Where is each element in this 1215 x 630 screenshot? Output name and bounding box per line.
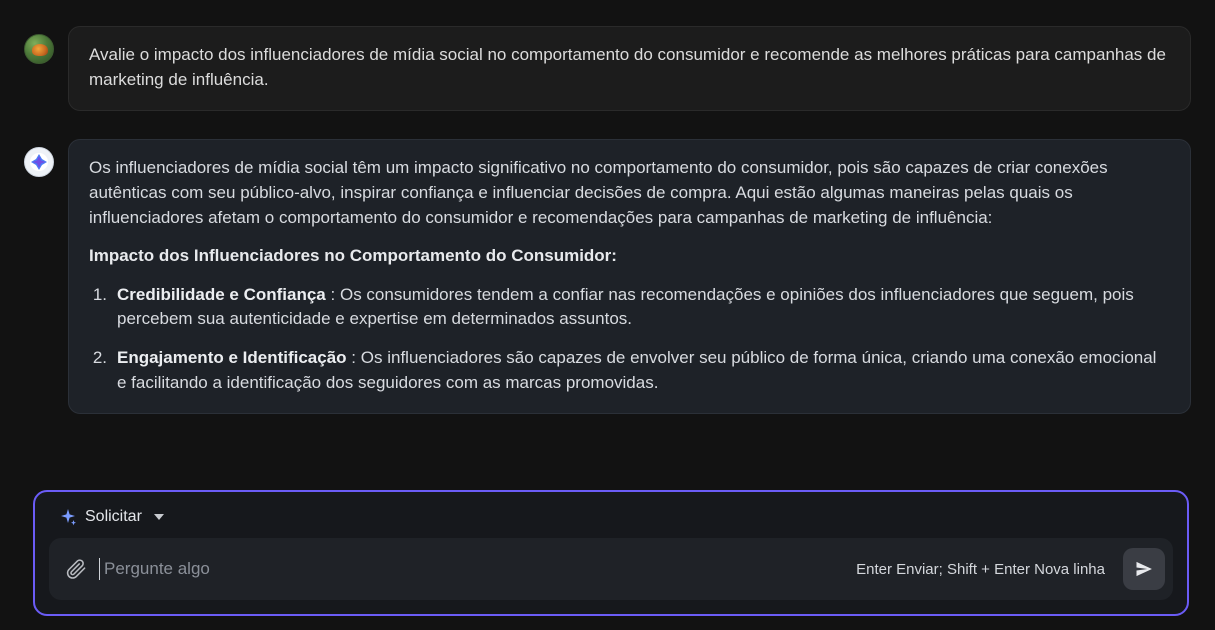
list-item-separator: : <box>351 348 357 368</box>
composer-mode-selector[interactable] <box>49 504 1173 538</box>
assistant-message-bubble <box>68 139 1191 414</box>
sparkle-icon <box>59 508 77 526</box>
user-message-bubble <box>68 26 1191 111</box>
composer <box>33 490 1189 616</box>
assistant-numbered-list <box>89 283 1168 396</box>
assistant-intro-text: Os influenciadores de mídia social têm um impacto significativo no comportamento do consumidor, pois são capazes de criar conexões autênticas com seu público-alvo, inspirar confiança e influenciar decisões de compra. Aqui estão algumas maneiras pelas quais os influenciadores afetam o comportamento do consumidor e recomendações para campanhas de marketing de influência: <box>89 158 1108 227</box>
list-item <box>89 283 1168 332</box>
list-item <box>89 346 1168 395</box>
message-assistant <box>24 139 1191 414</box>
assistant-avatar <box>24 147 54 177</box>
assistant-logo-icon <box>29 152 49 172</box>
list-item-body <box>117 283 1168 332</box>
chevron-down-icon[interactable] <box>154 514 164 520</box>
list-item-title: Engajamento e Identificação <box>117 348 347 368</box>
send-icon <box>1134 559 1154 579</box>
list-item-marker: 1. <box>92 284 107 304</box>
composer-hint: Enter Enviar; Shift + Enter Nova linha <box>856 560 1105 578</box>
list-item-separator: : <box>330 284 336 304</box>
composer-input-row[interactable] <box>49 538 1173 600</box>
composer-mode-label: Solicitar <box>85 508 142 525</box>
user-message-text: Avalie o impacto dos influenciadores de mídia social no comportamento do consumidor e recomende as melhores práticas para campanhas de marketing de influência. <box>89 45 1166 89</box>
list-item-body <box>117 346 1168 395</box>
list-item-title: Credibilidade e Confiança <box>117 284 326 304</box>
assistant-section-heading: Impacto dos Influenciadores no Comportamento do Consumidor: <box>89 246 617 266</box>
message-user <box>24 26 1191 111</box>
paperclip-icon[interactable] <box>65 558 87 580</box>
list-item-text: Os influenciadores são capazes de envolver seu público de forma única, criando uma conexão emocional e facilitando a identificação dos seguidores com as marcas promovidas. <box>117 348 1157 392</box>
list-item-marker: 2. <box>92 348 107 368</box>
list-item-text: Os consumidores tendem a confiar nas recomendações e opiniões dos influenciadores que seguem, pois percebem sua autenticidade e expertise em determinados assuntos. <box>117 284 1134 329</box>
user-avatar <box>24 34 54 64</box>
chat-input[interactable]: Pergunte algo <box>99 558 844 580</box>
send-button[interactable] <box>1123 548 1165 590</box>
